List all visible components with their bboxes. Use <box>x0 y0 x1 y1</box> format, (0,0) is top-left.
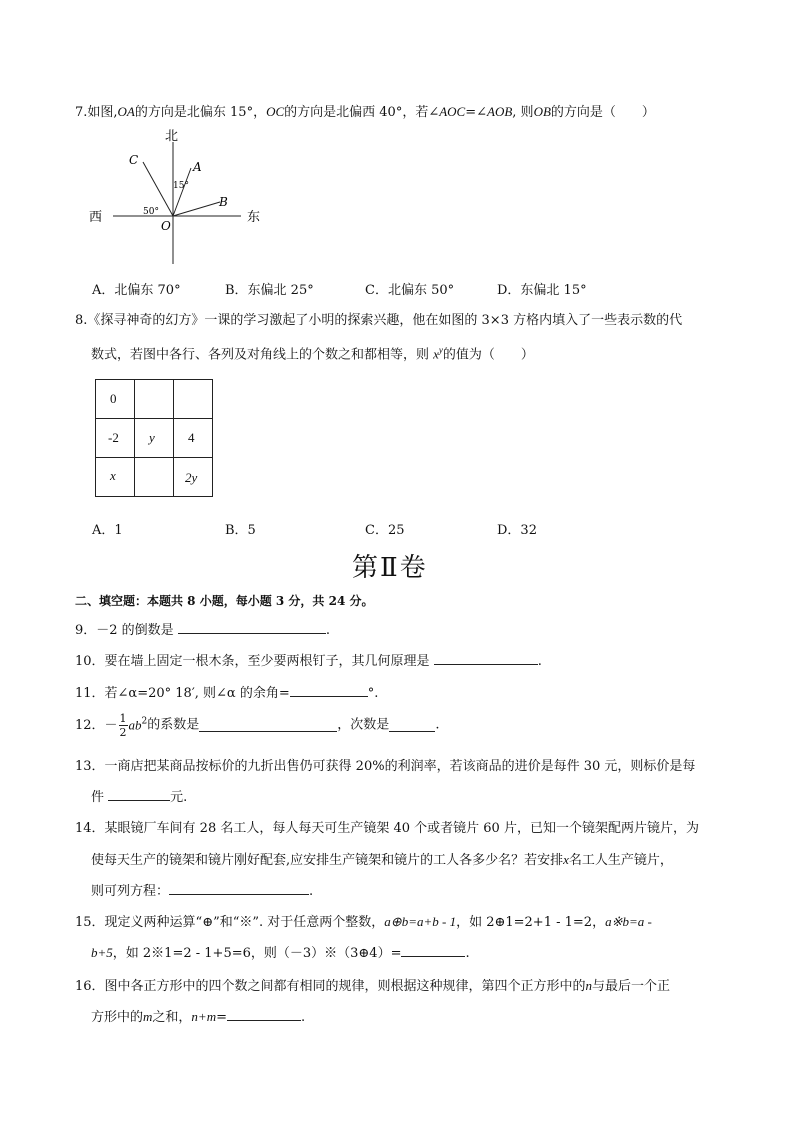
label-east: 东 <box>247 210 261 225</box>
grid-cell-r2c3: 4 <box>188 430 195 445</box>
q15-line1: 15．现定义两种运算“⊕”和“※”. 对于任意两个整数，a⊕b=a+b - 1，如 2⊕1=2+1 - 1=2，a※b=a - <box>75 914 652 930</box>
q10-answer-blank[interactable] <box>434 652 538 665</box>
ray-ob <box>173 202 220 216</box>
label-west: 西 <box>89 210 103 225</box>
grid-cell-r2c1: -2 <box>108 430 119 445</box>
q7-stem: 7.如图,OA的方向是北偏东 15°，OC的方向是北偏西 40°，若∠AOC=∠AOB, 则OB的方向是（ ） <box>75 104 655 120</box>
grid-cell-r3c3: 2y <box>185 470 198 485</box>
label-angle15: 15° <box>173 181 189 191</box>
label-b: B <box>219 195 228 209</box>
q12-denominator: 2 <box>119 726 127 739</box>
q12-degree-blank[interactable] <box>389 719 435 732</box>
q9: 9．－2 的倒数是 . <box>75 623 330 638</box>
q15-answer-blank[interactable] <box>401 944 465 957</box>
q8-option-b: B．5 <box>225 523 256 538</box>
q12-coefficient-blank[interactable] <box>199 719 337 732</box>
label-angle50: 50° <box>143 207 159 217</box>
ray-oa <box>173 168 191 216</box>
q13-line1: 13．一商店把某商品按标价的九折出售仍可获得 20%的利润率，若该商品的进价是每件 30 元，则标价是每 <box>75 759 696 774</box>
q11: 11．若∠α=20° 18′, 则∠α 的余角= °. <box>75 686 379 701</box>
q13-answer-blank[interactable] <box>108 788 170 801</box>
volume-title: 第Ⅱ卷 <box>352 553 428 583</box>
q8-stem-line1: 8.《探寻神奇的幻方》一课的学习激起了小明的探索兴趣，他在如图的 3×3 方格内填入了一些表示数的代 <box>75 313 683 328</box>
q7-option-c: C．北偏东 50° <box>365 283 455 298</box>
q7-option-b: B．东偏北 25° <box>225 283 314 298</box>
q8-option-a: A．1 <box>92 523 123 538</box>
section-heading: 二、填空题：本题共 8 小题，每小题 3 分，共 24 分。 <box>75 594 374 608</box>
q14-line3: 则可列方程： . <box>91 884 314 899</box>
q15-line2: b+5，如 2※1=2 - 1+5=6，则（－3）※（3⊕4）= . <box>91 945 470 961</box>
q8-option-d: D．32 <box>497 523 537 538</box>
q7-direction-figure <box>85 124 275 269</box>
q7-option-a: A．北偏东 70° <box>92 283 181 298</box>
grid-cell-r3c1: x <box>110 468 116 483</box>
q12: 12．－ $\frac{1}{2}$ $ab^2$的系数是 ，次数是 . <box>75 712 440 739</box>
q14-line2: 使每天生产的镜架和镜片刚好配套,应安排生产镜架和镜片的工人各多少名？若安排x名工人生产镜片， <box>91 852 673 868</box>
q8-option-c: C．25 <box>365 523 405 538</box>
q7-option-d: D．东偏北 15° <box>497 283 587 298</box>
magic-square-grid <box>95 379 212 496</box>
label-north: 北 <box>165 129 179 144</box>
q13-line2: 件 元. <box>91 790 188 805</box>
q16-line1: 16．图中各正方形中的四个数之间都有相同的规律，则根据这种规律，第四个正方形中的n与最后一个正 <box>75 978 671 994</box>
q11-answer-blank[interactable] <box>290 684 368 697</box>
label-c: C <box>129 153 139 167</box>
q14-line1: 14．某眼镜厂车间有 28 名工人，每人每天可生产镜架 40 个或者镜片 60 片，已知一个镜架配两片镜片，为 <box>75 821 699 836</box>
grid-cell-r1c1: 0 <box>110 391 117 406</box>
q16-line2: 方形中的m之和，n+m= . <box>91 1009 306 1025</box>
q16-answer-blank[interactable] <box>227 1008 301 1021</box>
q12-numerator: 1 <box>119 712 127 725</box>
q8-stem-line2: 数式，若图中各行、各列及对角线上的个数之和都相等，则 $x^y$的值为（ ） <box>91 345 534 363</box>
q9-answer-blank[interactable] <box>178 621 326 634</box>
q10: 10．要在墙上固定一根木条，至少要两根钉子，其几何原理是 . <box>75 654 542 669</box>
label-o: O <box>161 219 171 233</box>
q14-answer-blank[interactable] <box>169 882 309 895</box>
label-a: A <box>193 160 202 174</box>
grid-cell-r2c2: y <box>149 430 155 445</box>
